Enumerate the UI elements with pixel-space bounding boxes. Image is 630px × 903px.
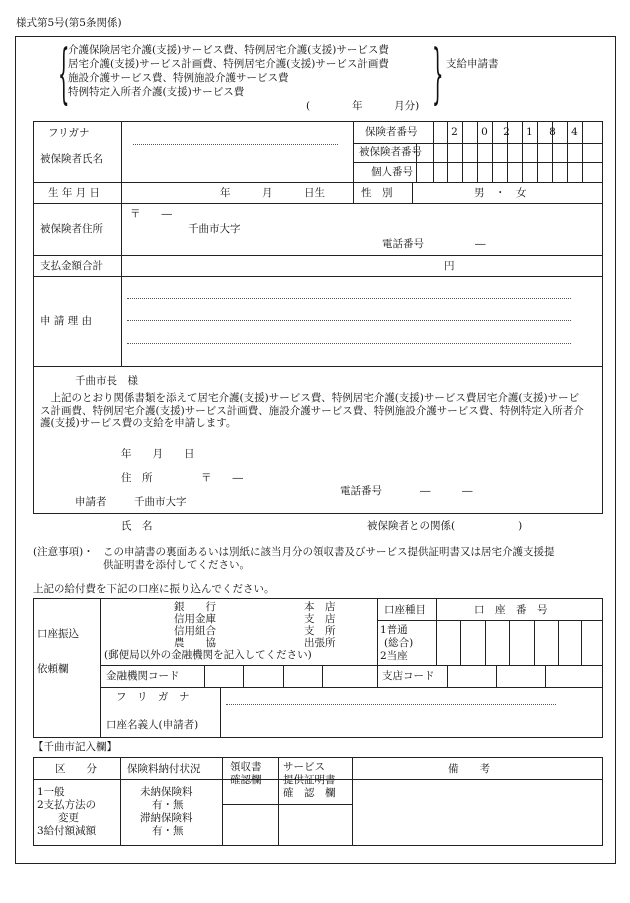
insured-city[interactable]: 千曲市大字 [188,223,241,235]
institution-type[interactable]: 信用金庫 [174,613,216,625]
col-service: 提供証明書 [283,774,336,786]
title-open-brace: { [58,37,70,114]
insured-name-label: 被保険者氏名 [40,153,103,165]
insurer-digit: 1 [526,126,533,138]
insurer-digit: 2 [451,126,458,138]
reason-line[interactable] [127,298,571,299]
request-label: 依頼欄 [37,663,69,675]
bank-intro: 上記の給付費を下記の口座に振り込んでください。 [33,583,275,595]
holder-furigana-label: フ リ ガ ナ [116,691,190,703]
insurer-no-label: 保険者番号 [365,126,418,138]
title-item-4: 特例特定入所者介護(支援)サービス費 [68,86,245,98]
account-type-option[interactable]: 2当座 [380,650,408,662]
branch-type[interactable]: 出張所 [304,637,336,649]
personal-no-label: 個人番号 [371,166,413,178]
city-use-title: 【千曲市記入欄】 [33,741,117,753]
form-number: 様式第5号(第5条関係) [16,17,122,29]
payment-item: 滞納保険料 [140,812,193,824]
holder-furigana-line[interactable] [226,704,556,705]
sex-field[interactable]: 男 ・ 女 [474,187,527,199]
applicant-name-label: 氏 名 [121,520,153,532]
furigana-label: フリガナ [48,127,90,139]
insured-no-field[interactable] [434,144,602,161]
institution-type[interactable]: 銀 行 [174,601,216,613]
notes-prefix: (注意事項)・ [33,546,94,558]
account-no-label: 口 座 番 号 [474,604,548,616]
applicant-address-label: 住 所 [121,472,153,484]
holder-label: 口座名義人(申請者) [106,719,199,731]
payment-item: 有・無 [152,825,184,837]
category-item: 3給付額減額 [37,825,97,837]
institution-note: (郵便局以外の金融機関を記入してください) [104,649,312,661]
mayor-address: 千曲市長 様 [75,375,138,387]
application-statement: 上記のとおり関係書類を添えて居宅介護(支援)サービス費、特例居宅介護(支援)サービス費居宅介護(支援)サービス計画費、特例居宅介護(支援)サービス計画費、施設介護サービス費、特例施設介護サービス費、特例特定入所者介護(支援)サービス費の支給を申請します。 [40,392,584,430]
branch-type[interactable]: 支 店 [304,613,336,625]
col-remarks: 備 考 [448,763,490,775]
birth-field[interactable]: 年 月 日生 [220,187,325,199]
institution-type[interactable]: 農 協 [174,637,216,649]
insured-no-label: 被保険者番号 [359,146,422,158]
account-type-label: 口座種目 [384,604,426,616]
insurer-digit: 8 [549,126,556,138]
col-receipt: 確認欄 [230,774,262,786]
fi-code-label: 金融機関コード [106,670,180,682]
notes-line-2: 供証明書を添付してください。 [103,559,250,571]
title-item-3: 施設介護サービス費、特例施設介護サービス費 [68,72,289,84]
insured-name-field[interactable] [122,122,352,181]
col-receipt: 領収書 [230,761,262,773]
category-item: 変更 [37,812,79,824]
col-category: 区 分 [55,763,97,775]
category-item: 1一般 [37,786,65,798]
insured-postal[interactable]: 〒 ― [130,208,172,220]
insured-phone-field[interactable]: ― [475,238,486,250]
col-service: 確 認 欄 [283,787,336,799]
applicant-label: 申請者 [75,496,107,508]
claim-period: ( 年 月分) [306,100,420,112]
title-item-2: 居宅介護(支援)サービス計画費、特例居宅介護(支援)サービス計画費 [68,58,389,70]
sex-label: 性 別 [361,187,393,199]
title-suffix: 支給申請書 [446,58,499,70]
reason-label: 申 請 理 由 [40,315,93,327]
col-payment: 保険料納付状況 [127,763,201,775]
institution-type[interactable]: 信用組合 [174,625,216,637]
notes-line-1: この申請書の裏面あるいは別紙に該当月分の領収書及びサービス提供証明書又は居宅介護支援提 [103,546,555,558]
insured-phone-label: 電話番号 [382,238,424,250]
insurer-digit: 0 [481,126,488,138]
branch-type[interactable]: 支 所 [304,625,336,637]
title-close-brace: } [432,37,444,114]
personal-no-field[interactable] [434,163,602,181]
total-unit: 円 [444,260,455,272]
applicant-phone-label: 電話番号 [340,485,382,497]
applicant-phone-field[interactable]: ― ― [420,485,473,497]
holder-name-field[interactable] [221,706,602,737]
relation-field[interactable]: 被保険者との関係( ) [367,520,523,532]
applicant-postal[interactable]: 〒 ― [201,472,243,484]
title-item-1: 介護保険居宅介護(支援)サービス費、特例居宅介護(支援)サービス費 [68,44,389,56]
total-field[interactable] [122,256,442,275]
branch-code-label: 支店コード [382,670,435,682]
total-label: 支払金額合計 [40,260,103,272]
insured-address-label: 被保険者住所 [40,223,103,235]
payment-item: 未納保険料 [140,786,193,798]
application-date[interactable]: 年 月 日 [121,448,195,460]
account-type-option[interactable]: (総合) [384,637,414,649]
transfer-label: 口座振込 [37,628,79,640]
applicant-city[interactable]: 千曲市大字 [134,496,187,508]
birth-label: 生 年 月 日 [48,187,101,199]
col-service: サービス [283,761,325,773]
reason-line[interactable] [127,320,571,321]
account-type-option[interactable]: 1普通 [380,624,408,636]
branch-type[interactable]: 本 店 [304,601,336,613]
reason-line[interactable] [127,343,571,344]
insurer-digit: 2 [503,126,510,138]
category-item: 2支払方法の [37,799,97,811]
payment-item: 有・無 [152,799,184,811]
insurer-digit: 4 [571,126,578,138]
